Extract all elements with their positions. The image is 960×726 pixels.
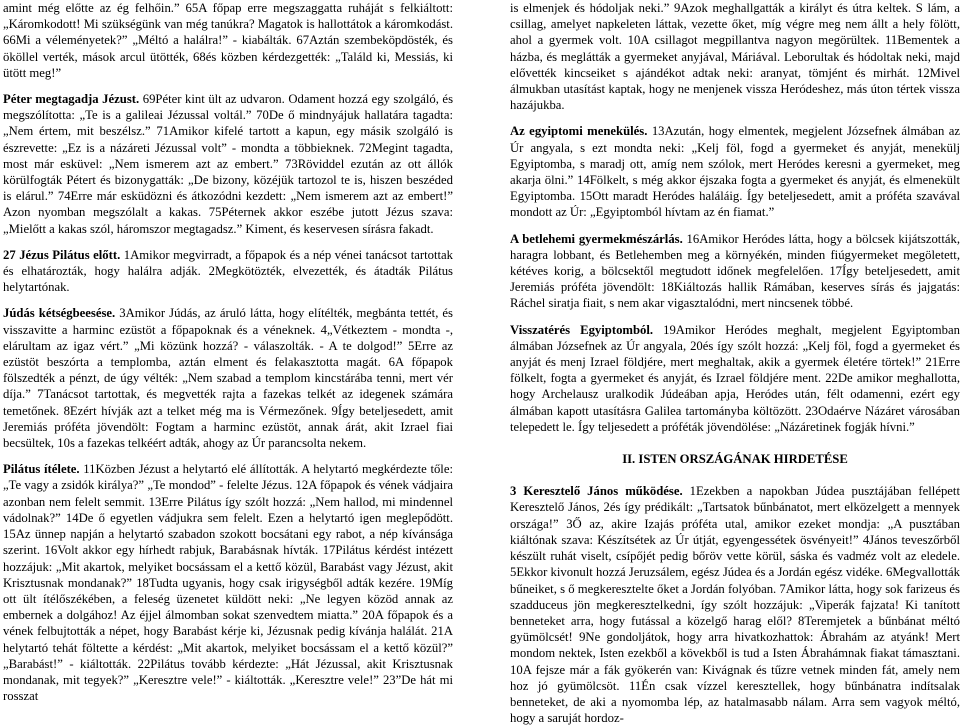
section-text: 1Ezekben a napokban Júdea pusztájában fellépett Keresztelő János, 2és így prédikált: „Tartsatok bűnbánatot, mert elközelgett a mennyek országa!” 3Ő az, akire Izajás próféta utal, amikor ezeket mondja: „A pusztában kiáltónak szava: Készítsétek az Úr útját, egyengessétek ösvényeit!” 4János teveszőrből készült ruhát viselt, csípőjét pedig bőröv vette körül, sáska és vadméz volt az eledele. 5Ekkor kivonult hozzá Jeruzsálem, egész Júdea és a Jordán egész vidéke. 6Megvallották bűneiket, s ő megkeresztelte őket a Jordán folyóban. 7Amikor látta, hogy sok farizeus és szadduceus jön megkeresztelkedni, így szólt hozzájuk: „Viperák fajzata! Ki tanított benneteket arra, hogy futással a közelgő harag elől? 8Teremjetek a bűnbánat méltó gyümölcsét! 9Ne gondoljátok, hogy arra hivatkozhattok: Ábrahám az atyánk! Mert mondom nektek, Isten ezekből a kövekből is tud a Isten Ábrahámnak fiakat támasztani. 10A fejsze már a fák gyökerén van: Kivágnak és tűzre vetnek minden fát, amely nem hoz jó gyümölcsöt. 11Én csak vízzel keresztellek, hogy bűnbánatra indítsalak benneteket, de aki a nyomomba lép, az hatalmasabb nálam. Arra sem vagyok méltó, hogy a saruját hordoz- (510, 484, 960, 726)
section-title: Pilátus ítélete. (3, 462, 80, 477)
section-title: Az egyiptomi menekülés. (510, 124, 648, 139)
section-title: A betlehemi gyermekmészárlás. (510, 231, 683, 246)
section-return-from-egypt (510, 322, 960, 435)
part-heading: II. ISTEN ORSZÁGÁNAK HIRDETÉSE (622, 452, 848, 467)
section-jesus-before-pilate (3, 247, 453, 296)
section-text: 16Amikor Heródes látta, hogy a bölcsek kijátszották, haragra lobbant, és Betlehemben meg a környékén, minden fiúgyermeket megöletett, kétéves korig, a bölcsektől megtudott időnek megfelelően. 17Így beteljesedett, amit Jeremiás próféta jövendölt: 18Kiáltozás hallik Rámában, keserves sírás és jajgatás: Ráchel siratja fiait, s nem akar vigasztalódni, mert nincsenek többé. (510, 231, 960, 311)
section-text: 1Amikor megvirradt, a főpapok és a nép vénei tanácsot tartottak és elhatározták, hogy halálra adják. 2Megkötözték, elvezették, és átadták Pilátus helytartónak. (3, 247, 453, 295)
section-title: 3 Keresztelő János működése. (510, 484, 683, 499)
section-peter-denies (3, 91, 453, 237)
section-massacre-bethlehem (510, 231, 960, 312)
continuation-paragraph: is elmenjek és hódoljak neki.” 9Azok meghallgatták a királyt és útra keltek. S lám, a csillag, amelyet napkeleten láttak, vezette őket, míg végre meg nem állt a hely fölött, ahol a gyermek volt. 10A csillagot megpillantva nagyon megörültek. 11Bementek a házba, és meglátták a gyermeket anyjával, Máriával. Leborultak és hódoltak neki, majd elővették kincseiket s ajándékot adtak neki: aranyat, tömjént és mirhát. 12Mivel álmukban utasítást kaptak, hogy ne menjenek vissza Heródeshez, más úton tértek vissza hazájukba. (510, 1, 960, 113)
right-column (510, 0, 960, 726)
section-title: Visszatérés Egyiptomból. (510, 322, 654, 337)
section-title: Júdás kétségbeesése. (3, 306, 116, 321)
section-text: 69Péter kint ült az udvaron. Odament hozzá egy szolgáló, és megszólította: „Te is a galileai Jézussal voltál.” 70De ő mindnyájuk hallatára tagadta: „Nem értem, mit beszélsz.” 71Amikor kifelé tartott a kapun, egy másik szolgáló is észrevette: „Ez is a názáreti Jézussal volt” - mondta a többieknek. 72Megint tagadta, most már esküvel: „Nem ismerem azt az embert.” 73Röviddel ezután az ott állók körülfogták Pétert és bizonygatták: „De bizony, közéjük tartozol te is, hiszen beszéded is elárul.” 74Erre már esküdözni és átkozódni kezdett: „Nem ismerem azt az embert!” Azon nyomban megszólalt a kakas. 75Péternek akkor eszébe jutott Jézus szava: „Mielőtt a kakas szól, háromszor megtagadsz.” Kiment, és keservesen sírásra fakadt. (3, 92, 454, 236)
section-judas-despair (3, 305, 453, 451)
section-flight-to-egypt (510, 123, 960, 220)
section-pilate-verdict (3, 461, 453, 704)
section-title: Péter megtagadja Jézust. (3, 92, 140, 107)
section-text: 11Közben Jézust a helytartó elé állították. A helytartó megkérdezte tőle: „Te vagy a zsidók királya?” „Te mondod” - felelte Jézus. 12A főpapok és vének vádjaira azonban nem felelt semmit. 13Erre Pilátus így szólt hozzá: „Nem hallod, mi mindennel vádolnak?” 14De ő egyetlen vádjukra sem felelt. Ezen a helytartó igen meglepődött. 15Az ünnep napján a helytartó szabadon szokott bocsátani egy rabot, a nép kívánsága szerint. 16Volt akkor egy hírhedt rabjuk, Barabásnak hívták. 17Pilátus kérdést intézett hozzájuk: „Mit akartok, melyiket bocsássam el a kettő közül, Barabást vagy Jézust, akit Krisztusnak mondanak?” 18Tudta ugyanis, hogy csak irigységből adták kezére. 19Míg ott ült ítélőszékében, a feleség üzenetet küldött neki: „Ne legyen közöd annak az embernek a dolgához! Az éjjel álmomban sokat szenvedtem miatta.” 20A főpapok és a vének felbujtották a népet, hogy Barabást kérje ki, Jézusnak pedig kívánja halálát. 21A helytartó tehát föltette a kérdést: „Mit akartok, melyiket bocsássam el a kettő közül?” „Barabást!” - kiáltották. 22Pilátus tovább kérdezte: „Hát Jézussal, akit Krisztusnak mondanak, mit tegyek?” „Keresztre vele!” - kiáltották. „Keresztre vele!” 23”De hát mi rosszat (3, 462, 453, 704)
section-text: 3Amikor Júdás, az áruló látta, hogy elítélték, megbánta tettét, és visszavitte a harminc ezüstöt a főpapoknak és a véneknek. 4„Vétkeztem - mondta -, elárultam az igaz vért.” „Mi közünk hozzá? - válaszolták. - A te dolgod!” 5Erre az ezüstöt beszórta a templomba, aztán elment és felakasztotta magát. 6A főpapok fölszedték a pénzt, de úgy vélték: „Nem szabad a templom kincstárába tenni, mert vér díja.” 7Tanácsot tartottak, és megvették rajta a fazekas telkét az idegenek számára temetőnek. 8Ezért hívják azt a telket még ma is Vérmezőnek. 9Így beteljesedett, amit Jeremiás próféta jövendölt: Fogtam a harminc ezüstöt, annak árát, akit Izrael fiai becsültek, 10s a fazekas telkéért adták, ahogy az Úr parancsolta nekem. (3, 306, 453, 451)
section-text: 13Azután, hogy elmentek, megjelent Józsefnek álmában az Úr angyala, s ezt mondta neki: „Kelj föl, fogd a gyermeket és anyját, menekülj Egyiptomba, s maradj ott, amíg nem szólok, mert Heródes keresni a gyermeket, meg akarja ölni.” 14Fölkelt, s még akkor éjszaka fogta a gyermeket és anyját, és elmenekült Egyiptomba. 15Ott maradt Heródes haláláig. Így beteljesedett, amit a próféta szavával mondott az Úr: „Egyiptomból hívtam az én fiamat.” (510, 124, 960, 220)
continuation-paragraph: amint még előtte az ég felhőin.” 65A főpap erre megszaggatta ruháját s felkiáltott: „Káromkodott! Mi szükségünk van még tanúkra? Magatok is hallottátok a káromkodást. 66Mi a véleményetek?” „Méltó a halálra!” - kiabálták. 67Aztán szembeköpdösték, és ököllel verték, mások arcul ütötték, 68és közben kérdezgették: „Találd ki, Messiás, ki ütött meg!” (3, 1, 453, 80)
section-text: 19Amikor Heródes meghalt, megjelent Egyiptomban álmában Józsefnek az Úr angyala, 20és így szólt hozzá: „Kelj föl, fogd a gyermeket és anyját és menj Izrael földjére, mert meghaltak, akik a gyermek életére törtek!” 21Erre fölkelt, fogta a gyermeket és anyját, és Izrael földjére ment. 22De amikor meghallotta, hogy Archelausz uralkodik Júdeában apja, Heródes után, félt odamenni, ezért egy álmában kapott utasításra Galilea tartományba költözött. 23Odaérve Názáret városában telepedett le. Így teljesedett a próféták jövendölése: „Názáretinek fogják hívni.” (510, 322, 960, 434)
section-title: 27 Jézus Pilátus előtt. (3, 247, 121, 262)
section-john-baptist (510, 483, 960, 726)
left-column (3, 0, 453, 704)
